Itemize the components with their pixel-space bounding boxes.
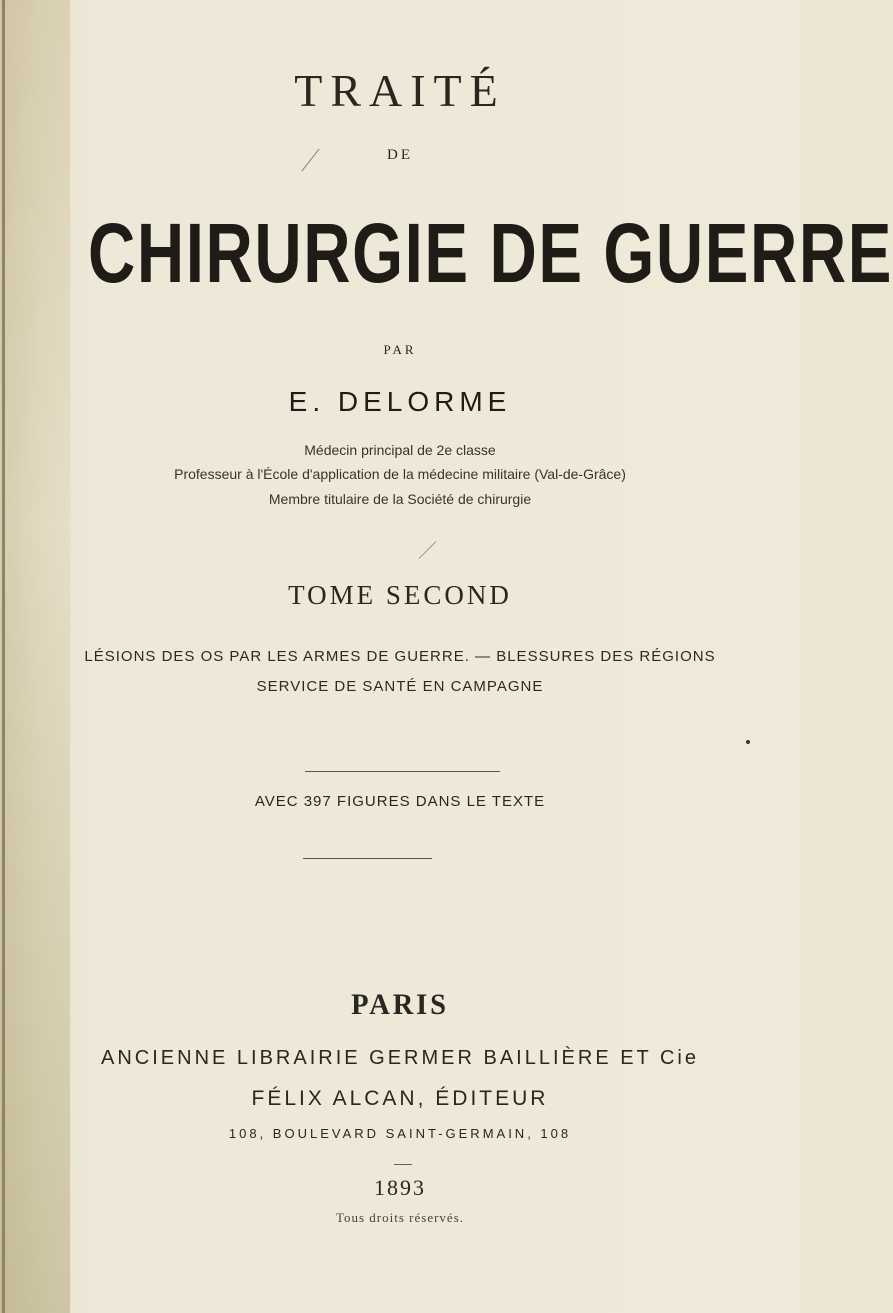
volume-label: TOME SECOND	[288, 580, 512, 610]
contents-line-2: SERVICE DE SANTÉ EN CAMPAGNE	[256, 678, 544, 695]
author-credential-1: Médecin principal de 2e classe	[304, 442, 496, 458]
rights-notice: Tous droits réservés.	[335, 1210, 465, 1225]
contents-line-1: LÉSIONS DES OS PAR LES ARMES DE GUERRE. — BLESSURES DES RÉGIONS	[84, 648, 716, 665]
pencil-mark-2	[419, 541, 437, 559]
publication-city: PARIS	[351, 988, 449, 1021]
divider-short	[394, 1164, 412, 1165]
divider-bottom	[303, 858, 432, 859]
publication-year: 1893	[374, 1175, 426, 1200]
figures-note: AVEC 397 FIGURES DANS LE TEXTE	[254, 793, 546, 810]
title-connector: DE	[387, 147, 413, 163]
author-credential-3: Membre titulaire de la Société de chirurgie	[268, 491, 532, 507]
publisher-address: 108, BOULEVARD SAINT-GERMAIN, 108	[228, 1126, 572, 1141]
publisher-name: ANCIENNE LIBRAIRIE GERMER BAILLIÈRE ET Cie	[101, 1047, 699, 1069]
by-label: PAR	[383, 342, 417, 357]
editor-name: FÉLIX ALCAN, ÉDITEUR	[251, 1087, 549, 1110]
book-subject: CHIRURGIE DE GUERRE	[88, 206, 893, 300]
author-credential-2: Professeur à l'École d'application de la médecine militaire (Val-de-Grâce)	[174, 466, 626, 482]
author-name: E. DELORME	[288, 386, 512, 417]
book-title: TRAITÉ	[294, 65, 506, 116]
divider-top	[305, 771, 500, 772]
ink-spot	[746, 740, 750, 744]
